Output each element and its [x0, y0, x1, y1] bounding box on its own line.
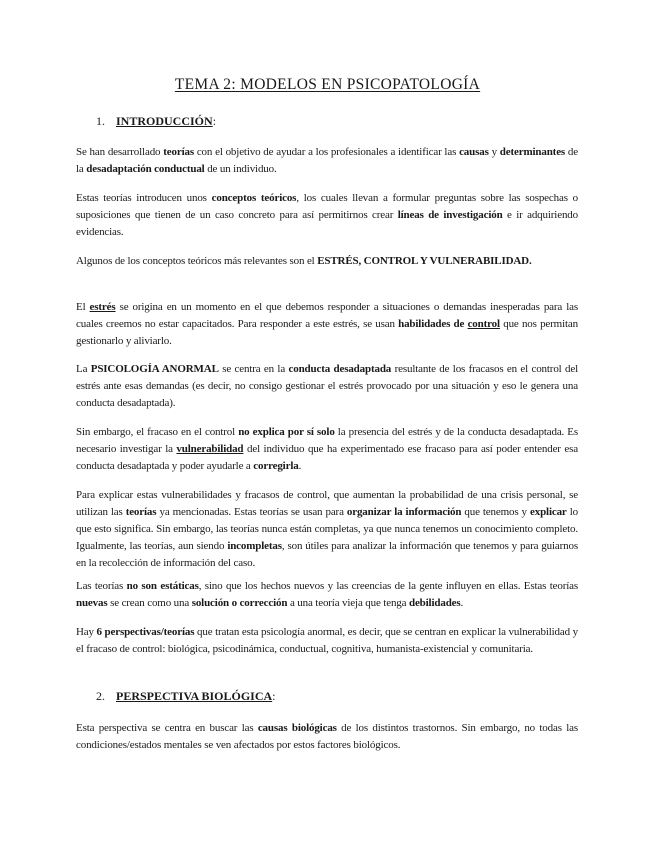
paragraph-text: Hay — [76, 626, 97, 638]
document-title: TEMA 2: MODELOS EN PSICOPATOLOGÍA — [174, 76, 481, 93]
paragraph-text: Algunos de los conceptos teóricos más relevantes son el — [76, 255, 318, 267]
emphasis-text: no explica por sí solo — [238, 426, 335, 438]
paragraph-text: ya mencionadas. Estas teorías se usan para — [156, 506, 347, 518]
paragraph-text: de un individuo. — [204, 163, 277, 175]
paragraph-text: del individuo que ha experimentado ese fracaso para así poder entender esa conducta desadaptada y poder ayudarle a — [76, 443, 578, 472]
paragraph — [76, 361, 578, 412]
emphasis-text: no son estáticas — [126, 580, 199, 592]
emphasis-text: habilidades de — [398, 318, 468, 330]
paragraph — [76, 720, 578, 754]
emphasis-text: causas — [459, 146, 489, 158]
emphasis-text: determinantes — [499, 146, 566, 158]
paragraph-text: de los distintos trastornos. Sin embargo, no todas las condiciones/estados mentales se ven afectados por estos factores biológicos. — [76, 722, 578, 751]
paragraph-text: . — [298, 460, 302, 472]
paragraph-text: con el objetivo de ayudar a los profesionales a identificar las — [193, 146, 460, 158]
paragraph — [76, 299, 578, 350]
emphasis-text: causas biológicas — [257, 722, 337, 734]
paragraph-text: Se han desarrollado — [76, 146, 164, 158]
emphasis-text: debilidades — [408, 597, 461, 609]
paragraph — [76, 253, 578, 270]
paragraph — [76, 578, 578, 612]
paragraph-text: Las teorías — [76, 580, 127, 592]
emphasis-text: líneas de investigación — [397, 209, 503, 221]
paragraph-text: , los cuales llevan a formular preguntas sobre las sospechas o suposiciones que tienen de un caso concreto para así permitirnos crear — [76, 192, 578, 221]
emphasis-text: solución o corrección — [191, 597, 288, 609]
paragraph-text: se crean como una — [107, 597, 192, 609]
paragraph — [76, 190, 578, 241]
paragraph-text: , sino que los hechos nuevos y las creencias de la gente influyen en ellas. Estas teorías — [198, 580, 578, 592]
emphasis-text: conceptos teóricos — [211, 192, 297, 204]
paragraph-text: Estas teorías introducen unos — [76, 192, 212, 204]
emphasis-text: incompletas — [227, 540, 282, 552]
paragraph-text: a una teoría vieja que tenga — [287, 597, 409, 609]
emphasis-text: estrés — [89, 301, 116, 313]
emphasis-text: teorías — [163, 146, 194, 158]
paragraph-text: Sin embargo, el fracaso en el control — [76, 426, 239, 438]
paragraph-text: se centra en la — [218, 363, 289, 375]
paragraph-text: que nos permitan gestionarlo y aliviarlo. — [76, 318, 578, 347]
paragraph-text: la presencia del estrés y de la conducta desadaptada. Es necesario investigar la — [76, 426, 578, 455]
paragraph-text: que tenemos y — [461, 506, 530, 518]
paragraph — [76, 424, 578, 475]
emphasis-text: ESTRÉS, CONTROL Y VULNERABILIDAD. — [317, 255, 532, 267]
emphasis-text: control — [467, 318, 500, 330]
paragraph-text: El — [76, 301, 90, 313]
emphasis-text: explicar — [529, 506, 567, 518]
paragraph — [76, 624, 578, 658]
paragraph-text: que tratan esta psicología anormal, es decir, que se centran en explicar la vulnerabilidad y el fracaso de control: biológica, psicodinámica, conductual, cognitiva, humanista-existencial y comunitaria. — [76, 626, 578, 655]
section-heading-perspectiva-biologica: 2. PERSPECTIVA BIOLÓGICA: — [96, 689, 276, 703]
emphasis-text: organizar la información — [346, 506, 462, 518]
section-heading-introduccion: 1. INTRODUCCIÓN: — [96, 114, 217, 128]
paragraph-text: e ir adquiriendo evidencias. — [76, 209, 578, 238]
emphasis-text: nuevas — [76, 597, 108, 609]
paragraph-text: se origina en un momento en el que debemos responder a situaciones o demandas inesperadas para las cuales creemos no estar capacitados. Para responder a este estrés, se usan — [76, 301, 579, 330]
emphasis-text: corregirla — [253, 460, 299, 472]
emphasis-text: conducta desadaptada — [288, 363, 392, 375]
paragraph-text: . — [460, 597, 464, 609]
emphasis-text: PSICOLOGÍA ANORMAL — [90, 363, 219, 375]
emphasis-text: teorías — [125, 506, 157, 518]
paragraph-text: de la — [76, 146, 578, 175]
paragraph — [76, 487, 578, 572]
paragraph-text: y — [488, 146, 500, 158]
paragraph-text: La — [76, 363, 91, 375]
paragraph-text: lo que esto significa. Sin embargo, las teorías nunca están completas, ya que nunca tenemos un conocimiento completo. Igualmente, las teorías, aun siendo — [76, 506, 578, 552]
paragraph-text: Para explicar estas vulnerabilidades y fracasos de control, que aumentan la probabilidad de una crisis personal, se utilizan las — [76, 489, 578, 518]
paragraph-text: , son útiles para analizar la información que tenemos y para guiarnos en la recolección de información del caso. — [76, 540, 578, 569]
paragraph-text: Esta perspectiva se centra en buscar las — [76, 722, 258, 734]
paragraph — [76, 144, 578, 178]
emphasis-text: desadaptación conductual — [86, 163, 205, 175]
paragraph-text: resultante de los fracasos en el control del estrés ante esas demandas (es decir, no consigo gestionar el estrés provocado por una situación y eso le genera una conducta desadaptada). — [76, 363, 579, 409]
emphasis-text: vulnerabilidad — [176, 443, 244, 455]
emphasis-text: 6 perspectivas/teorías — [96, 626, 195, 638]
